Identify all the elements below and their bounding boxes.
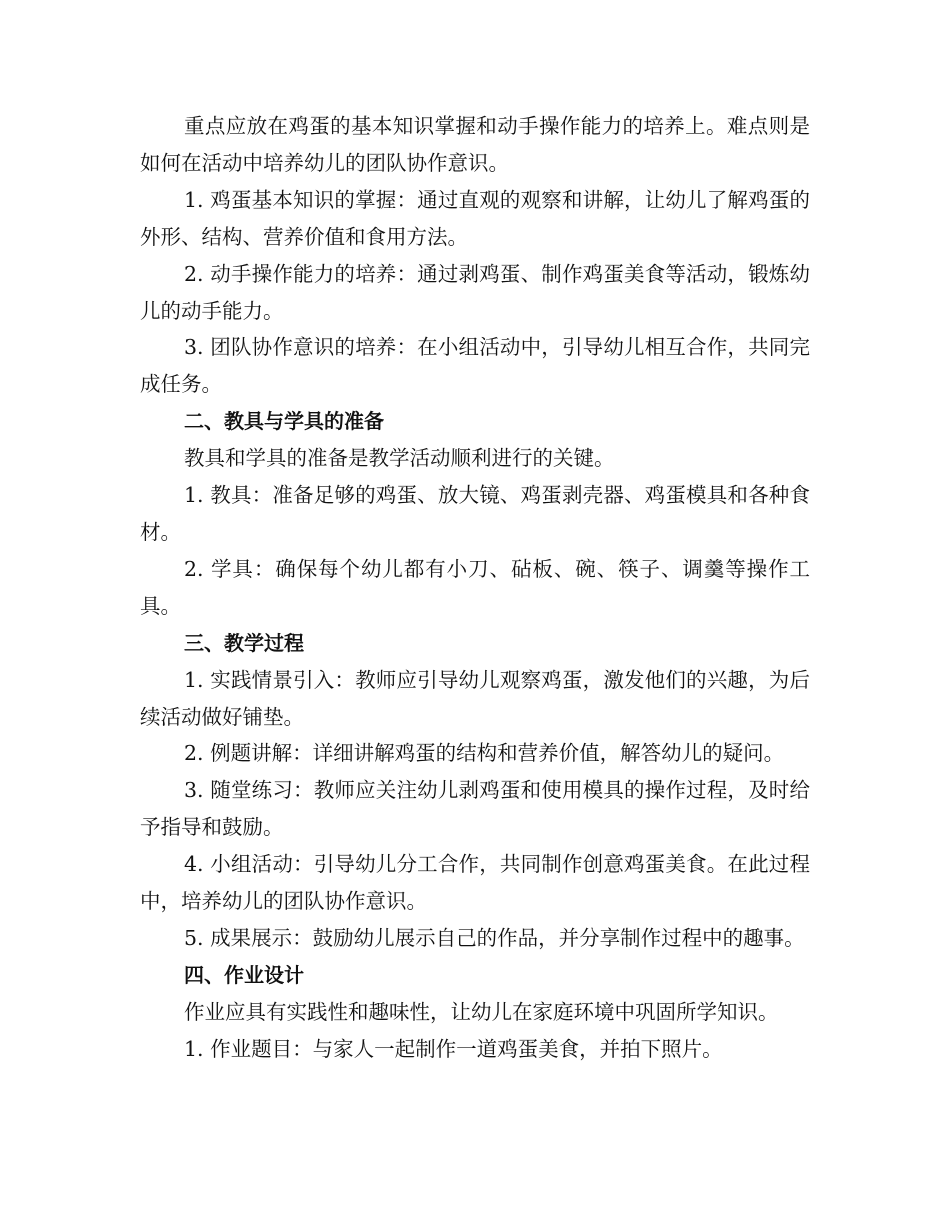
paragraph-teaching-aids: 1. 教具：准备足够的鸡蛋、放大镜、鸡蛋剥壳器、鸡蛋模具和各种食材。 xyxy=(140,483,810,544)
paragraph-group-activity: 4. 小组活动：引导幼儿分工合作，共同制作创意鸡蛋美食。在此过程中，培养幼儿的团队协作意识。 xyxy=(140,852,810,914)
section-heading-homework: 四、作业设计 xyxy=(184,962,304,987)
paragraph-egg-knowledge: 1. 鸡蛋基本知识的掌握：通过直观的观察和讲解，让幼儿了解鸡蛋的外形、结构、营养价值和食用方法。 xyxy=(140,187,810,249)
paragraph-example-explanation: 2. 例题讲解：详细讲解鸡蛋的结构和营养价值，解答幼儿的疑问。 xyxy=(184,741,785,766)
paragraph-homework-intro: 作业应具有实践性和趣味性，让幼儿在家庭环境中巩固所学知识。 xyxy=(184,999,779,1024)
paragraph-materials-intro: 教具和学具的准备是教学活动顺利进行的关键。 xyxy=(184,446,615,471)
section-heading-materials: 二、教具与学具的准备 xyxy=(184,409,384,434)
section-heading-process: 三、教学过程 xyxy=(184,630,304,655)
paragraph-hands-on-ability: 2. 动手操作能力的培养：通过剥鸡蛋、制作鸡蛋美食等活动，锻炼幼儿的动手能力。 xyxy=(140,261,810,323)
paragraph-key-points: 重点应放在鸡蛋的基本知识掌握和动手操作能力的培养上。难点则是如何在活动中培养幼儿的团队协作意识。 xyxy=(140,114,810,175)
document-body xyxy=(140,108,810,1068)
paragraph-practice: 3. 随堂练习：教师应关注幼儿剥鸡蛋和使用模具的操作过程，及时给予指导和鼓励。 xyxy=(140,778,810,840)
paragraph-scenario-intro: 1. 实践情景引入：教师应引导幼儿观察鸡蛋，激发他们的兴趣，为后续活动做好铺垫。 xyxy=(140,667,810,729)
paragraph-homework-task: 1. 作业题目：与家人一起制作一道鸡蛋美食，并拍下照片。 xyxy=(184,1036,723,1061)
paragraph-teamwork: 3. 团队协作意识的培养：在小组活动中，引导幼儿相互合作，共同完成任务。 xyxy=(140,335,810,397)
paragraph-learning-tools: 2. 学具：确保每个幼儿都有小刀、砧板、碗、筷子、调羹等操作工具。 xyxy=(140,556,810,618)
paragraph-results-show: 5. 成果展示：鼓励幼儿展示自己的作品，并分享制作过程中的趣事。 xyxy=(184,925,805,950)
